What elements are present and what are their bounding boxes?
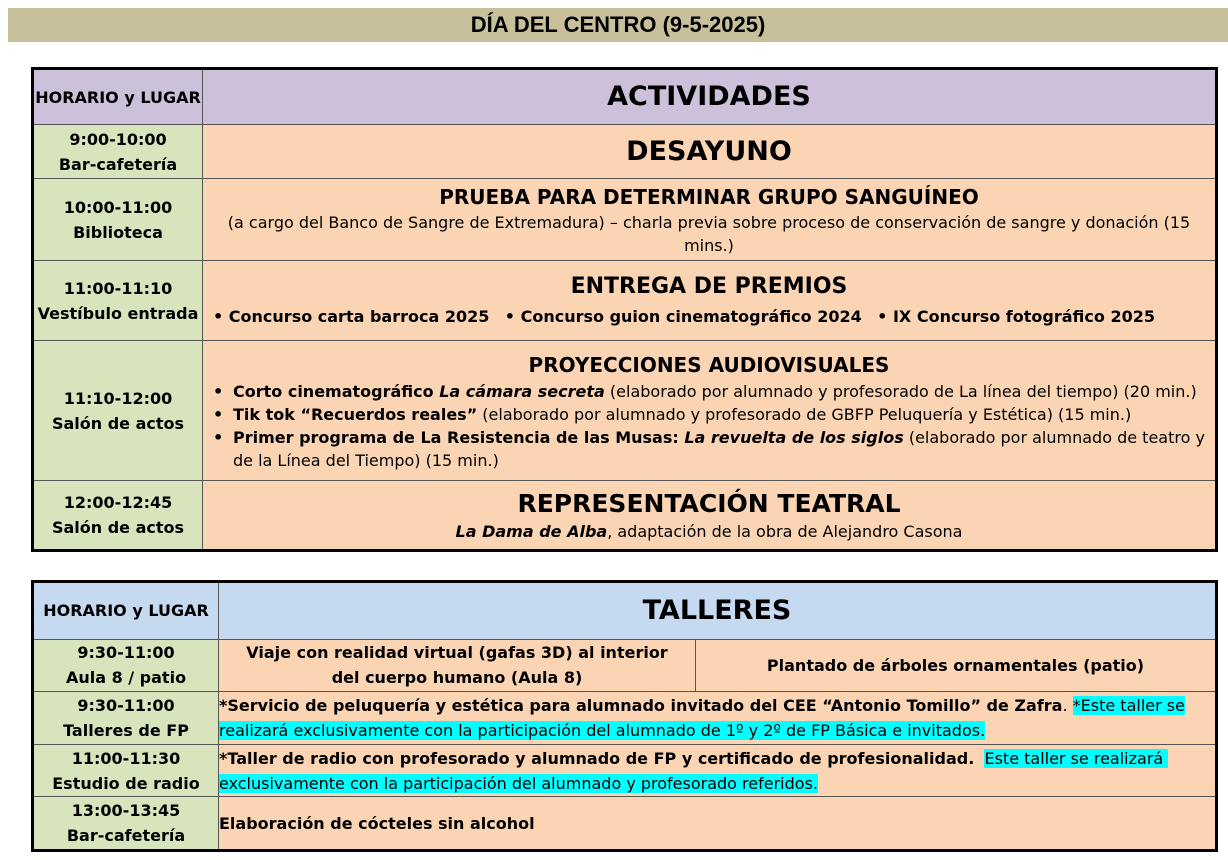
workshops-table xyxy=(31,580,1218,852)
award-item: • IX Concurso fotográfico 2025 xyxy=(877,305,1155,328)
list-item: • Primer programa de La Resistencia de las Musas: La revuelta de los siglos (elaborado por alumnado de teatro y de la Línea del Tiempo) (15 min.) xyxy=(203,426,1215,472)
schedule-header: HORARIO y LUGAR xyxy=(33,582,219,640)
workshop-cell: Plantado de árboles ornamentales (patio) xyxy=(696,639,1217,692)
place-label: Estudio de radio xyxy=(52,773,200,793)
workshops-header: TALLERES xyxy=(219,582,1217,640)
table-row xyxy=(33,797,1217,851)
activity-title: DESAYUNO xyxy=(626,135,792,167)
activities-table xyxy=(31,67,1218,552)
page-title: DÍA DEL CENTRO (9-5-2025) xyxy=(470,12,766,37)
time-cell xyxy=(33,179,203,261)
table-row xyxy=(33,744,1217,797)
workshop-title: Elaboración de cócteles sin alcohol xyxy=(219,813,535,833)
time-cell xyxy=(33,125,203,179)
workshop-cell: Viaje con realidad virtual (gafas 3D) al interior del cuerpo humano (Aula 8) xyxy=(219,639,696,692)
place-label: Bar-cafetería xyxy=(66,826,186,846)
workshop-title: *Servicio de peluquería y estética para alumnado invitado del CEE “Antonio Tomillo” de Zafra xyxy=(219,696,1063,715)
workshop-note: Este taller se realizará exclusivamente con la participación del alumnado y profesorado referidos. xyxy=(219,748,1169,793)
table-header-row xyxy=(33,582,1217,640)
time-range: 9:00-10:00 xyxy=(69,129,167,149)
activity-title: PRUEBA PARA DETERMINAR GRUPO SANGUÍNEO xyxy=(439,184,979,209)
time-cell xyxy=(33,692,219,745)
time-cell xyxy=(33,261,203,341)
place-label: Talleres de FP xyxy=(63,721,189,740)
time-range: 11:00-11:10 xyxy=(63,278,173,298)
time-range: 11:10-12:00 xyxy=(63,388,173,408)
awards-list xyxy=(203,301,1215,328)
table-row xyxy=(33,639,1217,692)
time-range: 9:30-11:00 xyxy=(77,643,175,663)
activity-title: ENTREGA DE PREMIOS xyxy=(570,274,848,299)
table-row xyxy=(33,692,1217,745)
workshop-cell: *Servicio de peluquería y estética para alumnado invitado del CEE “Antonio Tomillo” de Zafra. *Este taller se realizará exclusivamente con la participación del alumnado de 1º y 2º de FP Básica e invitados. xyxy=(219,692,1217,745)
place-label: Aula 8 / patio xyxy=(65,668,187,688)
activity-detail: (a cargo del Banco de Sangre de Extremadura) – charla previa sobre proceso de conservación de sangre y donación (15 mins.) xyxy=(227,212,1191,255)
time-cell xyxy=(33,341,203,481)
time-range: 13:00-13:45 xyxy=(71,801,181,821)
time-cell xyxy=(33,639,219,692)
activity-cell xyxy=(203,261,1217,341)
activity-detail: La Dama de Alba, adaptación de la obra de Alejandro Casona xyxy=(455,521,963,541)
page-banner xyxy=(8,8,1228,42)
list-item: • Corto cinematográfico La cámara secreta (elaborado por alumnado y profesorado de La línea del tiempo) (20 min.) xyxy=(203,380,1215,403)
place-label: Salón de actos xyxy=(51,518,185,537)
time-range: 10:00-11:00 xyxy=(63,197,173,217)
workshop-cell xyxy=(219,797,1217,851)
time-range: 11:00-11:30 xyxy=(71,748,181,768)
place-label: Vestíbulo entrada xyxy=(37,303,199,323)
workshop-cell xyxy=(219,744,1217,797)
table-row xyxy=(33,261,1217,341)
activity-cell xyxy=(203,481,1217,551)
award-item: • Concurso guion cinematográfico 2024 xyxy=(505,305,862,328)
workshop-title: *Taller de radio con profesorado y alumnado de FP y certificado de profesionalidad. xyxy=(219,748,975,768)
time-cell xyxy=(33,797,219,851)
table-header-row xyxy=(33,69,1217,125)
table-row xyxy=(33,125,1217,179)
award-item: • Concurso carta barroca 2025 xyxy=(213,305,489,328)
time-range: 12:00-12:45 xyxy=(63,493,173,512)
place-label: Biblioteca xyxy=(73,222,163,242)
projection-list xyxy=(203,380,1215,472)
activity-cell xyxy=(203,179,1217,261)
workshop-note: *Este taller se realizará exclusivamente con la participación del alumnado de 1º y 2º de FP Básica e invitados. xyxy=(219,696,1185,740)
table-row xyxy=(33,481,1217,551)
place-label: Salón de actos xyxy=(51,413,185,433)
activity-cell xyxy=(203,125,1217,179)
list-item: • Tik tok “Recuerdos reales” (elaborado por alumnado y profesorado de GBFP Peluquería y Estética) (15 min.) xyxy=(203,403,1215,426)
activities-header: ACTIVIDADES xyxy=(203,69,1217,125)
activity-title: REPRESENTACIÓN TEATRAL xyxy=(517,488,901,518)
place-label: Bar-cafetería xyxy=(58,154,178,174)
table-row xyxy=(33,179,1217,261)
time-range: 9:30-11:00 xyxy=(77,696,175,715)
activity-title: PROYECCIONES AUDIOVISUALES xyxy=(528,352,890,377)
time-cell xyxy=(33,481,203,551)
time-cell xyxy=(33,744,219,797)
activity-cell xyxy=(203,341,1217,481)
schedule-header: HORARIO y LUGAR xyxy=(33,69,203,125)
table-row xyxy=(33,341,1217,481)
